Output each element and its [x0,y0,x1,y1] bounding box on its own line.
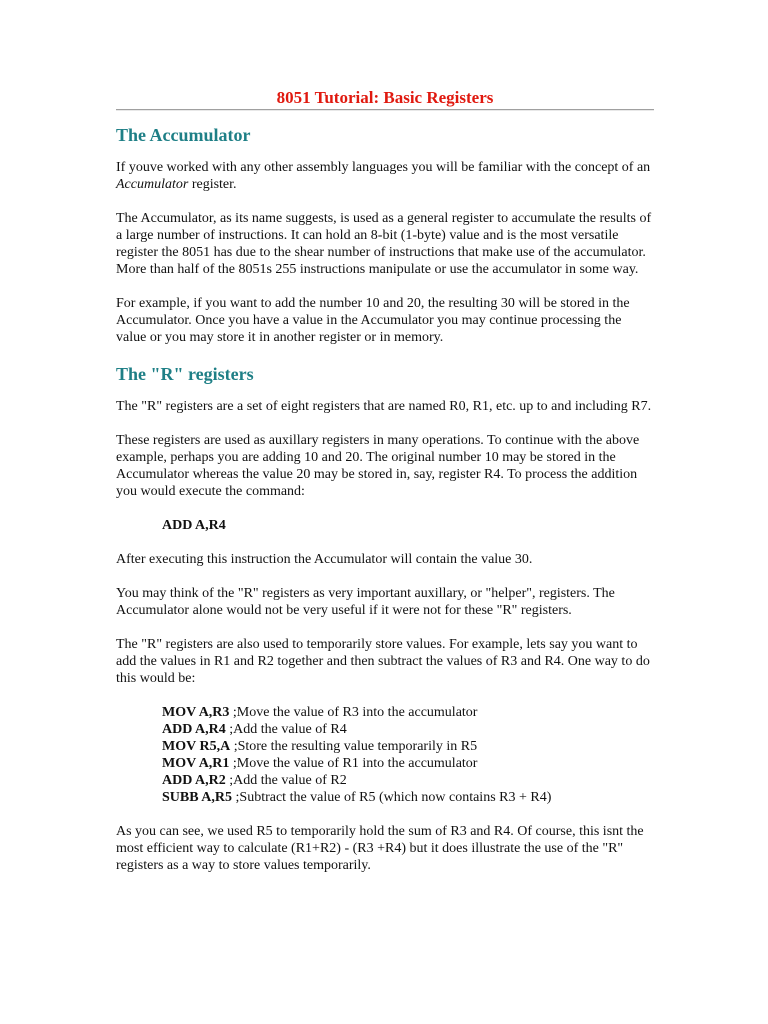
code-line [162,738,654,755]
accumulator-heading: The Accumulator [116,125,251,145]
accumulator-paragraph-1 [116,159,654,193]
code-comment: ;Move the value of R3 into the accumulator [229,705,478,720]
r-registers-paragraph-6: As you can see, we used R5 to temporarily hold the sum of R3 and R4. Of course, this isnt the most efficient way to calculate (R1+R2) - (R3 +R4) but it does illustrate the use of the "R" registers as a way to store values temporarily. [116,824,644,873]
code-instruction: SUBB A,R5 [162,790,233,805]
code-instruction: MOV A,R1 [162,756,230,771]
r-registers-heading: The "R" registers [116,364,254,384]
accumulator-p1-text: If youve worked with any other assembly languages you will be familiar with the concept of an [116,160,651,175]
r-registers-paragraph-5: The "R" registers are also used to temporarily store values. For example, lets say you want to add the values in R1 and R2 together and then subtract the values of R3 and R4. One way to do this would be: [116,637,650,686]
code-instruction: ADD A,R4 [162,722,226,737]
accumulator-emphasis: Accumulator [116,177,189,192]
r-registers-paragraph-2: These registers are used as auxillary registers in many operations. To continue with the above example, perhaps you are adding 10 and 20. The original number 10 may be stored in the Accumulator whereas the value 20 may be stored in, say, register R4. To process the addition you would execute the command: [116,433,640,499]
code-line [162,772,654,789]
add-command-instruction: ADD A,R4 [162,518,226,533]
accumulator-p1-tail: register. [188,177,237,192]
document-page [116,87,654,891]
accumulator-paragraph-2: The Accumulator, as its name suggests, is used as a general register to accumulate the results of a large number of instructions. It can hold an 8-bit (1-byte) value and is the most versatile register the 8051 has due to the shear number of instructions that make use of the accumulator. More than half of the 8051s 255 instructions manipulate or use the accumulator in some way. [116,211,652,277]
code-listing [162,704,654,806]
r-registers-paragraph-4: You may think of the "R" registers as very important auxillary, or "helper", registers. The Accumulator alone would not be very useful if it were not for these "R" registers. [116,586,615,618]
r-registers-paragraph-3: After executing this instruction the Accumulator will contain the value 30. [116,552,533,567]
code-comment: ;Store the resulting value temporarily in R5 [230,739,478,754]
code-comment: ;Add the value of R4 [225,722,347,737]
accumulator-paragraph-3: For example, if you want to add the number 10 and 20, the resulting 30 will be stored in the Accumulator. Once you have a value in the Accumulator you may continue processing the value or you may store it in another register or in memory. [116,296,630,345]
r-registers-paragraph-1: The "R" registers are a set of eight registers that are named R0, R1, etc. up to and including R7. [116,399,652,414]
code-instruction: MOV A,R3 [162,705,230,720]
page-title: 8051 Tutorial: Basic Registers [276,88,494,107]
title-divider [116,109,654,111]
code-instruction: MOV R5,A [162,739,231,754]
code-line [162,755,654,772]
code-comment: ;Add the value of R2 [225,773,347,788]
add-command [162,517,654,534]
code-line [162,704,654,721]
code-instruction: ADD A,R2 [162,773,226,788]
code-line [162,721,654,738]
code-comment: ;Subtract the value of R5 (which now contains R3 + R4) [232,790,552,805]
code-comment: ;Move the value of R1 into the accumulator [229,756,478,771]
code-line [162,789,654,806]
